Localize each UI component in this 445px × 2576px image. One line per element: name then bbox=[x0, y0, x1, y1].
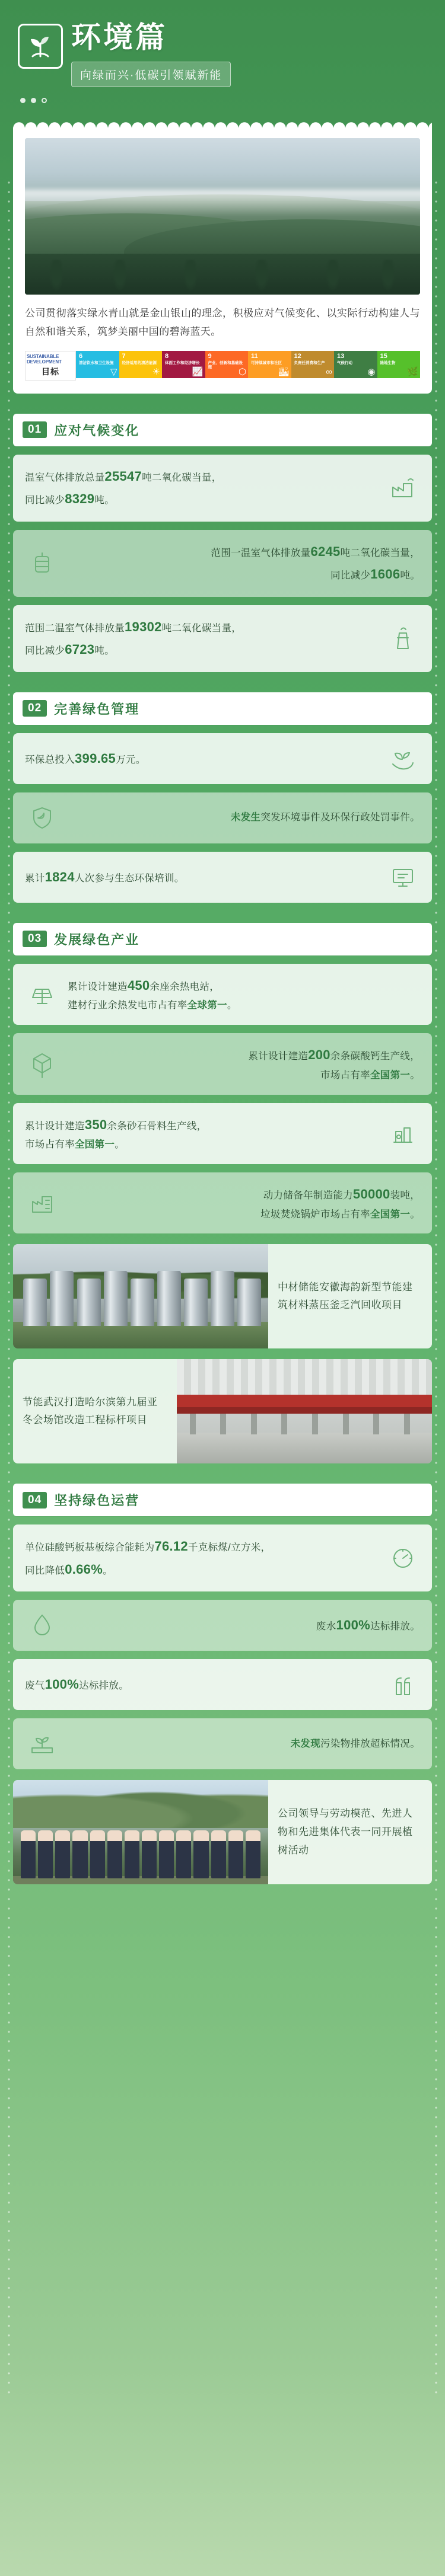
card-text: 吨二氧化碳当量， bbox=[161, 622, 242, 634]
stat-card-text bbox=[25, 616, 377, 661]
section-header-03 bbox=[13, 923, 432, 955]
card-text: 人次参与生态环保培训。 bbox=[74, 872, 185, 884]
page-header bbox=[0, 0, 445, 103]
sdg-goal-icon: 🌿 bbox=[407, 366, 418, 377]
stat-card-text bbox=[68, 809, 420, 826]
stat-card bbox=[13, 1172, 432, 1233]
air-emission-icon bbox=[386, 1670, 420, 1699]
stat-card-text bbox=[25, 1673, 377, 1696]
sdg-goal-12 bbox=[291, 351, 335, 378]
sdg-goal-number: 9 bbox=[208, 352, 212, 360]
card-text: 同比减少 bbox=[25, 495, 65, 506]
training-icon bbox=[386, 862, 420, 892]
card-text: 。 bbox=[227, 1000, 237, 1011]
stat-card bbox=[13, 733, 432, 784]
card-text: 累计 bbox=[25, 872, 45, 884]
photo-caption: 公司领导与劳动模范、先进人物和先进集体代表一同开展植树活动 bbox=[278, 1808, 413, 1856]
card-text: 千克标煤/立方米， bbox=[187, 1542, 271, 1554]
card-text: 吨二氧化碳当量， bbox=[142, 472, 222, 483]
card-text: 市场占有率 bbox=[320, 1069, 370, 1081]
section-number: 01 bbox=[23, 421, 47, 438]
card-text: 吨。 bbox=[94, 645, 115, 657]
stat-card bbox=[13, 605, 432, 672]
section-cards-01 bbox=[13, 455, 432, 672]
sdg-goal-icon: ⬡ bbox=[238, 366, 246, 377]
stat-card bbox=[13, 852, 432, 903]
stat-card bbox=[13, 1718, 432, 1769]
card-text: 。 bbox=[410, 1069, 420, 1081]
highlight-value: 50000 bbox=[352, 1187, 390, 1201]
card-text: 同比减少 bbox=[25, 645, 65, 657]
stat-card-text bbox=[25, 465, 377, 511]
sdg-goal-icon: ◉ bbox=[367, 366, 376, 377]
highlight-value: 全国第一 bbox=[75, 1139, 115, 1150]
sdg-goal-6 bbox=[76, 351, 119, 378]
sdg-goal-number: 11 bbox=[251, 352, 258, 360]
section-number: 02 bbox=[23, 700, 47, 717]
sdg-goal-label: 负责任消费和生产 bbox=[294, 360, 325, 365]
decorative-dots-left bbox=[7, 178, 11, 2401]
sdg-goal-icon: 📈 bbox=[192, 366, 204, 377]
photo-caption-block bbox=[13, 1780, 432, 1884]
sdg-goal-label: 产业、创新和基础设施 bbox=[208, 360, 243, 370]
highlight-value: 6723 bbox=[65, 642, 95, 657]
intro-paragraph: 公司贯彻落实绿水青山就是金山银山的理念，积极应对气候变化、以实际行动构建人与自然和谐关系，筑梦美丽中国的碧海蓝天。 bbox=[25, 308, 420, 338]
highlight-value: 8329 bbox=[65, 491, 95, 507]
stat-card-text bbox=[25, 1535, 377, 1581]
card-text: 环保总投入 bbox=[25, 754, 75, 765]
card-text: 范围二温室气体排放量 bbox=[25, 622, 125, 634]
sdg-goal-label: 经济适用的清洁能源 bbox=[122, 360, 157, 365]
card-text: 废气 bbox=[25, 1680, 45, 1692]
section-title: 坚持绿色运营 bbox=[54, 1493, 140, 1508]
photo-hall bbox=[177, 1359, 432, 1463]
sdg-goal-8 bbox=[162, 351, 205, 378]
meter-icon bbox=[386, 1543, 420, 1573]
page-title: 环境篇 bbox=[71, 21, 167, 54]
shield-leaf-icon bbox=[25, 803, 59, 833]
section-title: 应对气候变化 bbox=[54, 423, 140, 438]
sdg-brand-logo bbox=[25, 351, 76, 381]
stat-card bbox=[13, 530, 432, 597]
stat-card bbox=[13, 1600, 432, 1651]
stat-card-text bbox=[68, 1044, 420, 1084]
card-text: 余条砂石骨料生产线， bbox=[107, 1120, 207, 1132]
section-header-01 bbox=[13, 414, 432, 446]
stat-card bbox=[13, 455, 432, 522]
gas-tank-icon bbox=[25, 548, 59, 578]
stat-card-text bbox=[25, 866, 377, 889]
card-text: 市场占有率 bbox=[25, 1139, 75, 1150]
card-text: 范围一温室气体排放量 bbox=[211, 547, 311, 558]
photo-caption-block bbox=[13, 1359, 432, 1463]
card-text: 温室气体排放总量 bbox=[25, 472, 105, 483]
section-cards-03 bbox=[13, 964, 432, 1234]
sdg-goal-number: 12 bbox=[294, 352, 301, 360]
crusher-icon bbox=[386, 1118, 420, 1148]
sdg-goal-icon: ▽ bbox=[110, 366, 117, 377]
sdg-goal-9 bbox=[205, 351, 249, 378]
photo-group bbox=[13, 1780, 268, 1884]
section-header-02 bbox=[13, 692, 432, 725]
card-text: 累计设计建造 bbox=[25, 1120, 85, 1132]
card-text: 同比降低 bbox=[25, 1565, 65, 1576]
photo-caption-block bbox=[13, 1244, 432, 1348]
highlight-value: 1606 bbox=[370, 567, 401, 582]
sdg-goal-row bbox=[25, 351, 420, 381]
card-text: 动力储备年制造能力 bbox=[263, 1190, 353, 1201]
card-text: 同比减少 bbox=[330, 570, 371, 581]
highlight-value: 0.66% bbox=[65, 1561, 103, 1577]
card-text: 吨。 bbox=[400, 570, 420, 581]
sdg-goal-icon: ∞ bbox=[326, 366, 332, 377]
photo-caption: 节能武汉打造哈尔滨第九届亚冬会场馆改造工程标杆项目 bbox=[23, 1396, 158, 1426]
stat-card bbox=[13, 1524, 432, 1591]
stat-card-text bbox=[25, 1114, 377, 1153]
section-number: 04 bbox=[23, 1492, 47, 1508]
section-title: 完善绿色管理 bbox=[54, 701, 140, 717]
card-text: 装吨， bbox=[390, 1190, 420, 1201]
highlight-value: 6245 bbox=[310, 544, 341, 559]
highlight-value: 1824 bbox=[44, 869, 75, 884]
card-text: 。 bbox=[103, 1565, 113, 1576]
section-number: 03 bbox=[23, 931, 47, 947]
sdg-goal-13 bbox=[334, 351, 377, 378]
card-text: 万元。 bbox=[116, 754, 146, 765]
section-header-04 bbox=[13, 1484, 432, 1516]
sdg-goal-number: 6 bbox=[79, 352, 83, 360]
stat-card-text bbox=[68, 1183, 420, 1223]
highlight-value: 全球第一 bbox=[187, 1000, 227, 1011]
water-drop-icon bbox=[25, 1610, 59, 1640]
photo-tanks bbox=[13, 1244, 268, 1348]
highlight-value: 19302 bbox=[125, 619, 162, 634]
sdg-goal-number: 15 bbox=[380, 352, 387, 360]
stat-card-text bbox=[25, 747, 377, 771]
card-text: 废水 bbox=[316, 1621, 336, 1632]
sdg-goal-number: 8 bbox=[165, 352, 169, 360]
highlight-value: 399.65 bbox=[75, 750, 116, 766]
card-text: 。 bbox=[115, 1139, 125, 1150]
highlight-value: 450 bbox=[127, 977, 150, 993]
highlight-value: 25547 bbox=[104, 468, 142, 484]
scallop-edge bbox=[13, 119, 432, 128]
stat-card-text bbox=[68, 1736, 420, 1753]
chimney-icon bbox=[386, 624, 420, 653]
highlight-value: 全国第一 bbox=[370, 1069, 411, 1081]
card-text: 垃圾焚烧锅炉市场占有率 bbox=[260, 1209, 370, 1220]
soil-icon bbox=[25, 1729, 59, 1759]
card-text: 吨二氧化碳当量， bbox=[340, 547, 420, 558]
stat-card bbox=[13, 1103, 432, 1164]
sdg-goal-number: 13 bbox=[337, 352, 345, 360]
sdg-goal-7 bbox=[119, 351, 163, 378]
sdg-brand-line1: SUSTAINABLE DEVELOPMENT bbox=[27, 353, 62, 365]
card-text: 污染物排放超标情况。 bbox=[320, 1738, 420, 1749]
sdg-brand-line2: 目标 bbox=[42, 366, 59, 376]
highlight-value: 未发现 bbox=[290, 1738, 320, 1749]
card-text: 单位硅酸钙板基板综合能耗为 bbox=[25, 1542, 155, 1554]
section-cards-04 bbox=[13, 1524, 432, 1769]
card-text: 建材行业余热发电市占有率 bbox=[68, 1000, 187, 1011]
card-text: 达标排放。 bbox=[370, 1621, 420, 1632]
intro-card bbox=[13, 119, 432, 394]
stat-card bbox=[13, 792, 432, 843]
decorative-dot-row bbox=[18, 98, 427, 103]
sdg-goal-label: 气候行动 bbox=[337, 360, 352, 365]
factory-emission-icon bbox=[386, 473, 420, 503]
card-text: 突发环境事件及环保行政处罚事件。 bbox=[260, 812, 420, 823]
stat-card-text bbox=[68, 974, 420, 1014]
hero-photo bbox=[25, 138, 420, 295]
sdg-goal-label: 可持续城市和社区 bbox=[251, 360, 282, 365]
sections-root bbox=[0, 414, 445, 1885]
photo-caption: 中材储能安徽海韵新型节能建筑材料蒸压釜乏汽回收项目 bbox=[278, 1281, 413, 1311]
card-text: 余条碳酸钙生产线， bbox=[330, 1051, 420, 1062]
card-text: 余座余热电站， bbox=[150, 981, 220, 992]
stat-card bbox=[13, 1659, 432, 1710]
stat-card-text bbox=[68, 1614, 420, 1637]
sdg-goal-15 bbox=[377, 351, 421, 378]
section-cards-02 bbox=[13, 733, 432, 903]
highlight-value: 100% bbox=[44, 1677, 80, 1692]
highlight-value: 350 bbox=[84, 1117, 107, 1132]
stat-card bbox=[13, 1033, 432, 1094]
sdg-goal-11 bbox=[248, 351, 291, 378]
sdg-goal-label: 体面工作和经济增长 bbox=[165, 360, 200, 365]
card-text: 达标排放。 bbox=[79, 1680, 129, 1692]
solar-panel-icon bbox=[25, 980, 59, 1009]
section-title: 发展绿色产业 bbox=[54, 932, 140, 947]
cube-stack-icon bbox=[25, 1049, 59, 1079]
plant-factory-icon bbox=[25, 1188, 59, 1218]
sdg-goal-label: 陆地生物 bbox=[380, 360, 396, 365]
hand-leaf-icon bbox=[386, 744, 420, 774]
sdg-goal-number: 7 bbox=[122, 352, 126, 360]
stat-card-text bbox=[68, 541, 420, 586]
card-text: 。 bbox=[410, 1209, 420, 1220]
sdg-goal-icon: 🏙 bbox=[278, 366, 290, 377]
highlight-value: 未发生 bbox=[230, 812, 261, 823]
card-text: 累计设计建造 bbox=[248, 1051, 309, 1062]
highlight-value: 100% bbox=[336, 1618, 370, 1633]
sdg-goal-label: 清洁饮水和卫生设施 bbox=[79, 360, 114, 365]
highlight-value: 全国第一 bbox=[370, 1209, 411, 1220]
stat-card bbox=[13, 964, 432, 1025]
sdg-goal-icon: ☀ bbox=[152, 366, 160, 377]
highlight-value: 200 bbox=[308, 1047, 330, 1063]
card-text: 累计设计建造 bbox=[68, 981, 128, 992]
decorative-dots-right bbox=[434, 178, 438, 2401]
page-subtitle: 向绿而兴·低碳引领赋新能 bbox=[71, 62, 231, 87]
leaf-sprout-icon bbox=[18, 24, 63, 69]
card-text: 吨。 bbox=[94, 495, 115, 506]
highlight-value: 76.12 bbox=[154, 1539, 188, 1554]
